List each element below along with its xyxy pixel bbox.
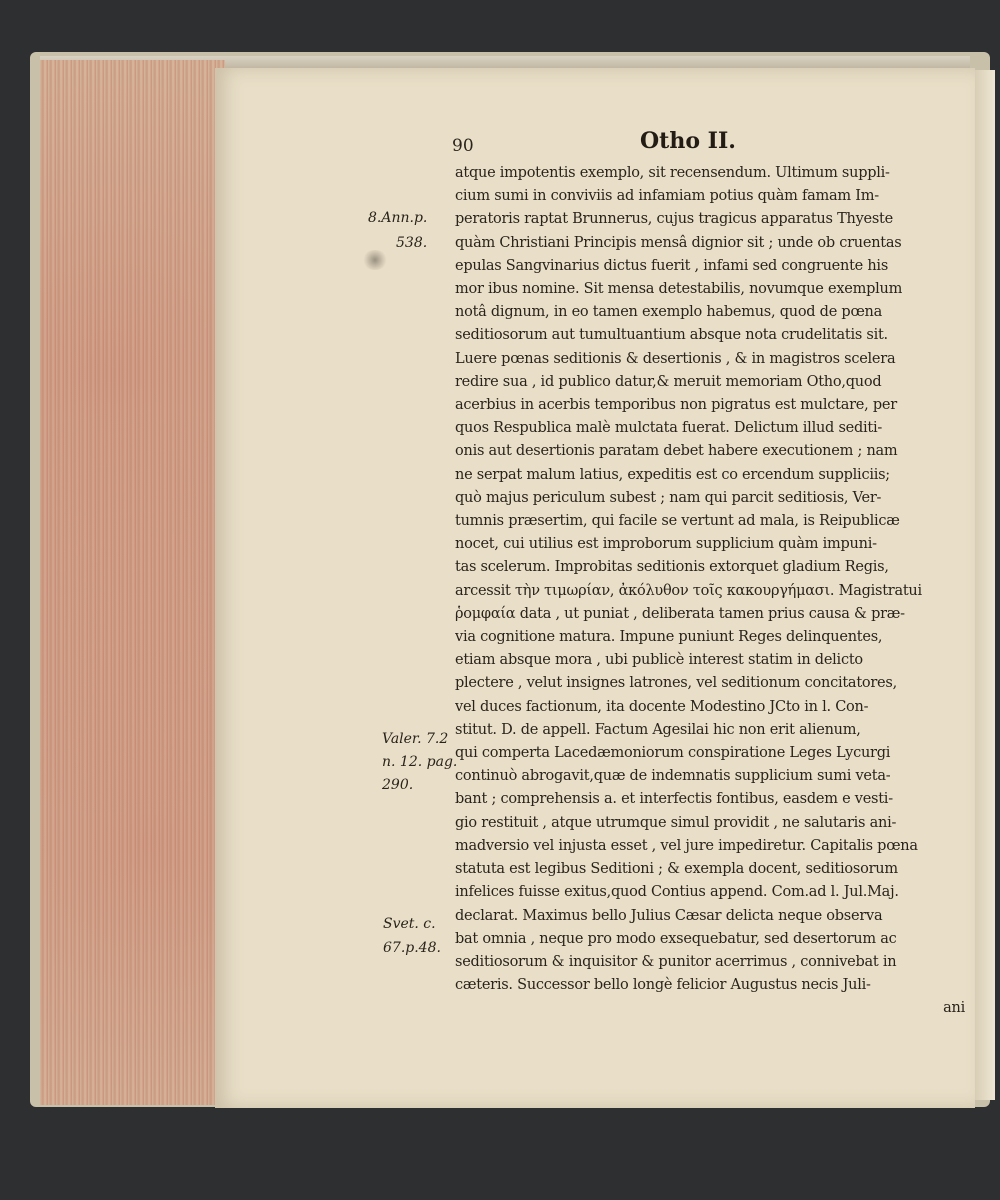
text-line: arcessit τὴν τιμωρίαν, ἀκόλυθον τοῖς κακουργήμασι. Magistratui bbox=[455, 582, 922, 599]
text-line: tas scelerum. Improbitas seditionis extorquet gladium Regis, bbox=[455, 559, 889, 576]
text-line: cæteris. Successor bello longè felicior Augustus necis Juli- bbox=[455, 977, 871, 994]
text-line: redire sua , id publico datur,& meruit memoriam Otho,quod bbox=[455, 373, 882, 390]
margin-note: Valer. 7.2 bbox=[382, 731, 449, 747]
text-line: bat omnia , neque pro modo exsequebatur, sed desertorum ac bbox=[455, 930, 897, 947]
text-line: stitut. D. de appell. Factum Agesilai hic non erit alienum, bbox=[455, 721, 861, 738]
text-line: peratoris raptat Brunnerus, cujus tragicus apparatus Thyeste bbox=[455, 211, 893, 228]
text-line: plectere , velut insignes latrones, vel seditionum concitatores, bbox=[455, 675, 897, 692]
body-text bbox=[455, 162, 965, 1021]
running-head: Otho II. bbox=[640, 128, 736, 154]
text-line: ῥομφαία data , ut puniat , deliberata tamen prius causa & præ- bbox=[455, 605, 905, 622]
text-line: notâ dignum, in eo tamen exemplo habemus, quod de pœna bbox=[455, 304, 883, 321]
text-line: qui comperta Lacedæmoniorum conspiratione Leges Lycurgi bbox=[455, 745, 891, 762]
margin-note: Svet. c. bbox=[383, 916, 436, 932]
text-line: seditiosorum & inquisitor & punitor acerrimus , connivebat in bbox=[455, 953, 897, 970]
text-line: tumnis præsertim, qui facile se vertunt ad mala, is Reipublicæ bbox=[455, 513, 900, 530]
text-line: etiam absque mora , ubi publicè interest statim in delicto bbox=[455, 652, 863, 669]
text-line: cium sumi in conviviis ad infamiam potius quàm famam Im- bbox=[455, 188, 879, 205]
text-line: acerbius in acerbis temporibus non pigratus est mulctare, per bbox=[455, 397, 897, 414]
text-line: Luere pœnas seditionis & desertionis , & in magistros scelera bbox=[455, 350, 896, 367]
margin-note: 67.p.48. bbox=[383, 940, 441, 956]
margin-note: 8.Ann.p. bbox=[368, 210, 428, 226]
text-line: ne serpat malum latius, expeditis est co ercendum suppliciis; bbox=[455, 466, 890, 483]
text-line: gio restituit , atque utrumque simul providit , ne salutaris ani- bbox=[455, 814, 897, 831]
text-line: atque impotentis exemplo, sit recensendum. Ultimum suppli- bbox=[455, 165, 890, 181]
text-line: vel duces factionum, ita docente Modestino JCto in l. Con- bbox=[455, 698, 869, 715]
text-line: madversio vel injusta esset , vel jure impediretur. Capitalis pœna bbox=[455, 837, 918, 854]
text-line: statuta est legibus Seditioni ; & exempla docent, seditiosorum bbox=[455, 861, 898, 878]
catchword: ani bbox=[943, 1000, 965, 1017]
margin-note: 538. bbox=[396, 235, 428, 251]
text-line: onis aut desertionis paratam debet habere executionem ; nam bbox=[455, 443, 898, 460]
text-line: quò majus periculum subest ; nam qui parcit seditiosis, Ver- bbox=[455, 489, 882, 506]
facing-page-edge bbox=[975, 70, 995, 1100]
text-line: continuò abrogavit,quæ de indemnatis supplicium sumi veta- bbox=[455, 768, 891, 785]
page-block-fore-edge bbox=[40, 60, 225, 1105]
margin-note: n. 12. pag. bbox=[382, 754, 458, 770]
text-line: epulas Sangvinarius dictus fuerit , infami sed congruente his bbox=[455, 257, 889, 274]
text-line: bant ; comprehensis a. et interfectis fontibus, easdem e vesti- bbox=[455, 791, 893, 808]
text-line: via cognitione matura. Impune puniunt Reges delinquentes, bbox=[455, 629, 883, 646]
text-line: infelices fuisse exitus,quod Contius append. Com.ad l. Jul.Maj. bbox=[455, 884, 899, 901]
text-line: quos Respublica malè mulctata fuerat. Delictum illud sediti- bbox=[455, 420, 882, 437]
text-line: quàm Christiani Principis mensâ dignior sit ; unde ob cruentas bbox=[455, 234, 902, 251]
text-line: declarat. Maximus bello Julius Cæsar delicta neque observa bbox=[455, 907, 883, 924]
margin-note: 290. bbox=[382, 777, 414, 793]
text-line: seditiosorum aut tumultuantium absque nota crudelitatis sit. bbox=[455, 327, 888, 344]
ink-stain bbox=[362, 250, 388, 270]
text-line: mor ibus nomine. Sit mensa detestabilis, novumque exemplum bbox=[455, 281, 903, 298]
page-number: 90 bbox=[452, 136, 474, 156]
text-line: nocet, cui utilius est improborum supplicium quàm impuni- bbox=[455, 536, 877, 553]
